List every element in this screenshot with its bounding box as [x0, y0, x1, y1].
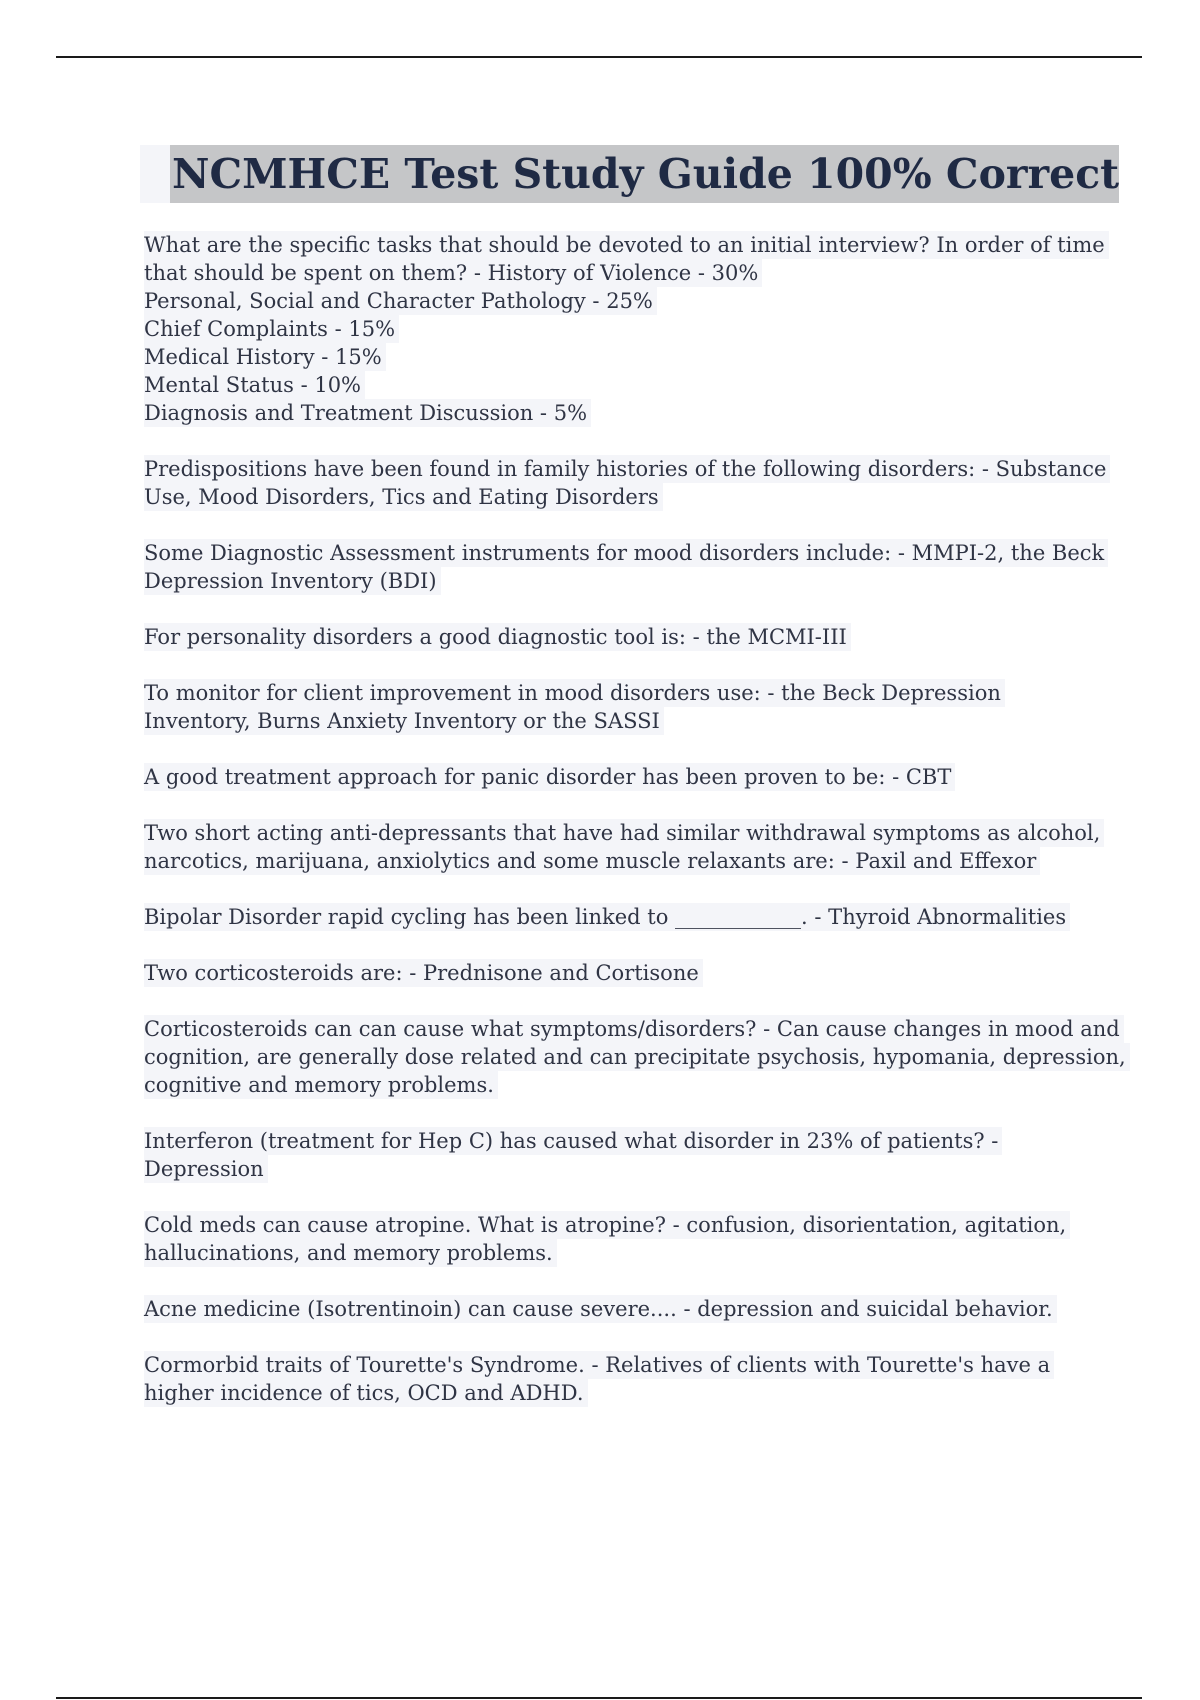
text-line: Bipolar Disorder rapid cycling has been linked to ____________. - Thyroid Abnormalities	[144, 903, 1070, 931]
qa-item-5	[144, 679, 1094, 735]
text-line: Chief Complaints - 15%	[144, 315, 399, 343]
qa-item-1	[144, 231, 1105, 427]
bottom-rule	[56, 1697, 1142, 1699]
text-line: Acne medicine (Isotrentinoin) can cause severe.... - depression and suicidal behavior.	[144, 1295, 1057, 1323]
qa-item-2	[144, 455, 1107, 511]
study-guide-content	[144, 231, 1126, 1435]
qa-item-6	[144, 763, 1094, 791]
text-line: A good treatment approach for panic disorder has been proven to be: - CBT	[144, 763, 955, 791]
text-line: Depression Inventory (BDI)	[144, 567, 441, 595]
text-line: Interferon (treatment for Hep C) has caused what disorder in 23% of patients? -	[144, 1127, 1002, 1155]
text-line: Personal, Social and Character Pathology - 25%	[144, 287, 657, 315]
text-line: Depression	[144, 1155, 268, 1183]
text-line: Corticosteroids can can cause what symptoms/disorders? - Can cause changes in mood and	[144, 1015, 1124, 1043]
text-line: that should be spent on them? - History of Violence - 30%	[144, 259, 762, 287]
qa-item-12	[144, 1211, 1094, 1267]
text-line: narcotics, marijuana, anxiolytics and some muscle relaxants are: - Paxil and Effexor	[144, 847, 1040, 875]
text-line: hallucinations, and memory problems.	[144, 1239, 557, 1267]
text-line: cognition, are generally dose related and can precipitate psychosis, hypomania, depression,	[144, 1043, 1130, 1071]
text-line: higher incidence of tics, OCD and ADHD.	[144, 1379, 588, 1407]
top-rule	[56, 56, 1142, 58]
qa-item-9	[144, 959, 1094, 987]
qa-item-11	[144, 1127, 1094, 1183]
text-line: Cormorbid traits of Tourette's Syndrome. - Relatives of clients with Tourette's have a	[144, 1351, 1054, 1379]
text-line: Use, Mood Disorders, Tics and Eating Disorders	[144, 483, 663, 511]
qa-item-13	[144, 1295, 1094, 1323]
text-line: Cold meds can cause atropine. What is atropine? - confusion, disorientation, agitation,	[144, 1211, 1070, 1239]
text-line: Two corticosteroids are: - Prednisone and Cortisone	[144, 959, 703, 987]
text-line: Some Diagnostic Assessment instruments for mood disorders include: - MMPI-2, the Beck	[144, 539, 1108, 567]
text-line: Mental Status - 10%	[144, 371, 365, 399]
qa-item-8	[144, 903, 1094, 931]
text-line: Two short acting anti-depressants that have had similar withdrawal symptoms as alcohol,	[144, 819, 1104, 847]
qa-item-10	[144, 1015, 1126, 1099]
text-line: For personality disorders a good diagnostic tool is: - the MCMI-III	[144, 623, 851, 651]
text-line: cognitive and memory problems.	[144, 1071, 498, 1099]
text-line: Predispositions have been found in family histories of the following disorders: - Substance	[144, 455, 1110, 483]
qa-item-4	[144, 623, 1094, 651]
qa-item-3	[144, 539, 1105, 595]
qa-item-7	[144, 819, 1101, 875]
text-line: Diagnosis and Treatment Discussion - 5%	[144, 399, 591, 427]
text-line: To monitor for client improvement in mood disorders use: - the Beck Depression	[144, 679, 1005, 707]
qa-item-14	[144, 1351, 1094, 1407]
text-line: What are the specific tasks that should be devoted to an initial interview? In order of time	[144, 231, 1109, 259]
document-title: NCMHCE Test Study Guide 100% Correct	[170, 145, 1119, 203]
text-line: Medical History - 15%	[144, 343, 386, 371]
text-line: Inventory, Burns Anxiety Inventory or the SASSI	[144, 707, 664, 735]
